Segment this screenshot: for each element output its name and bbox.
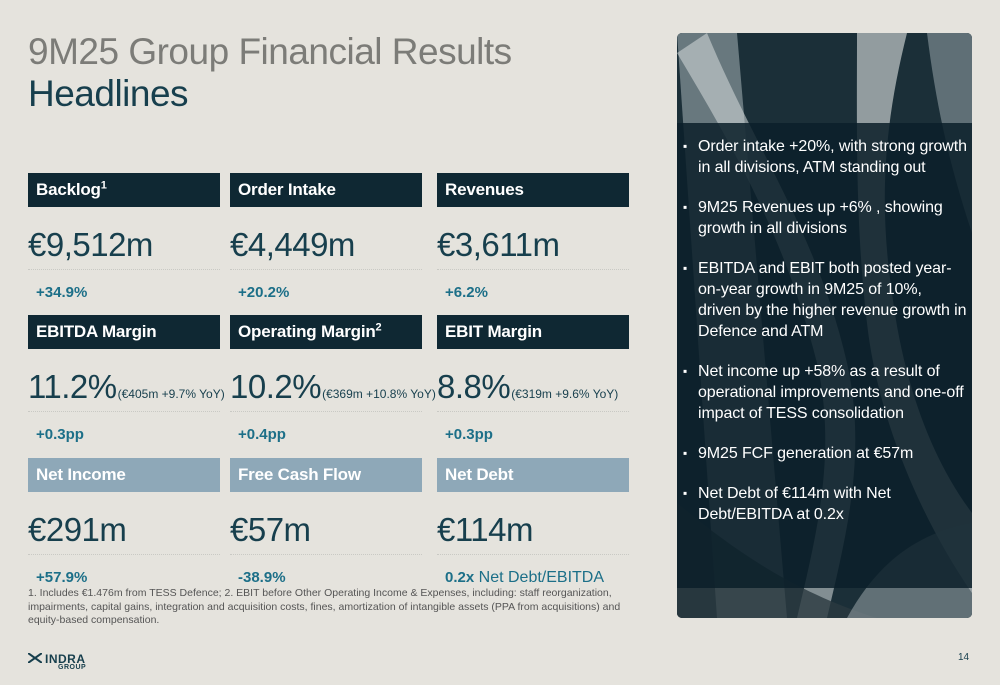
kpi-value: 10.2%(€369m +10.8% YoY) [230, 363, 422, 412]
kpi-change: +0.3pp [36, 426, 84, 443]
kpi-change: +0.3pp [445, 426, 493, 443]
kpi-change: +0.4pp [238, 426, 286, 443]
page-subtitle: Headlines [28, 73, 189, 114]
kpi-value: €291m [28, 506, 220, 555]
kpi-card-header: Net Income [28, 458, 220, 492]
highlight-bullet: ▪ 9M25 Revenues up +6% , showing growth in all divisions [683, 199, 943, 237]
kpi-card-ebitda-margin [28, 315, 225, 444]
kpi-change: -38.9% [238, 569, 286, 586]
highlight-bullet: ▪ Order intake +20%, with strong growth in all divisions, ATM standing out [683, 138, 967, 176]
kpi-change: +20.2% [238, 284, 290, 301]
kpi-card-header: EBIT Margin [437, 315, 629, 349]
kpi-value: €57m [230, 506, 422, 555]
kpi-value: €3,611m [437, 221, 629, 270]
logo-subtext: GROUP [58, 664, 87, 671]
kpi-card-header: Operating Margin$^2$ [230, 315, 422, 349]
highlights-list [683, 136, 969, 544]
kpi-value: 8.8%(€319m +9.6% YoY) [437, 363, 629, 412]
kpi-change: +6.2% [445, 284, 488, 301]
kpi-card-net-income [28, 458, 220, 587]
kpi-value: €4,449m [230, 221, 422, 270]
kpi-card-net-debt [437, 458, 629, 587]
kpi-change: 0.2x Net Debt/EBITDA [445, 569, 605, 586]
kpi-card-header: EBITDA Margin [28, 315, 220, 349]
kpi-value: 11.2%(€405m +9.7% YoY) [28, 363, 220, 412]
kpi-value: €114m [437, 506, 629, 555]
highlight-bullet: ▪ Net Debt of €114m with Net Debt/EBITDA at 0.2x [683, 485, 891, 523]
kpi-value: €9,512m [28, 221, 220, 270]
highlight-bullet: ▪ Net income up +58% as a result of operational improvements and one-off impact of TESS consolidation [683, 363, 964, 422]
page-title: 9M25 Group Financial Results [28, 31, 512, 72]
kpi-card-free-cash-flow [230, 458, 422, 587]
highlight-bullet: ▪ EBITDA and EBIT both posted year-on-year growth in 9M25 of 10%, driven by the higher revenue growth in Defence and ATM [683, 260, 967, 340]
logo-wordmark: INDRA [45, 652, 86, 666]
kpi-card-ebit-margin [437, 315, 629, 444]
kpi-card-header: Order Intake [230, 173, 422, 207]
kpi-card-operating-margin [230, 315, 436, 444]
footnote-marker: 1 [100, 179, 107, 192]
footnote-marker: 2 [375, 321, 382, 334]
kpi-card-backlog [28, 173, 220, 302]
page-number: 14 [958, 652, 970, 663]
footnote: 1. Includes €1.476m from TESS Defence; 2. EBIT before Other Operating Income & Expenses, including: staff reorganization, impairments, capital gains, integration and acquisition costs, fines, amortization of intangible assets (PPA from acquisitions) and equity-based compensation. [28, 587, 621, 626]
kpi-card-revenues [437, 173, 629, 302]
logo-mark-icon [28, 653, 42, 663]
kpi-card-header: Free Cash Flow [230, 458, 422, 492]
kpi-change: +34.9% [36, 284, 88, 301]
kpi-change: +57.9% [36, 569, 88, 586]
kpi-card-header: Backlog$^1$ [28, 173, 220, 207]
indra-logo [28, 652, 118, 674]
kpi-card-header: Revenues [437, 173, 629, 207]
kpi-card-header: Net Debt [437, 458, 629, 492]
highlight-bullet: ▪ 9M25 FCF generation at €57m [683, 445, 914, 462]
kpi-card-order-intake [230, 173, 422, 302]
architecture-photo-panel [677, 33, 972, 618]
